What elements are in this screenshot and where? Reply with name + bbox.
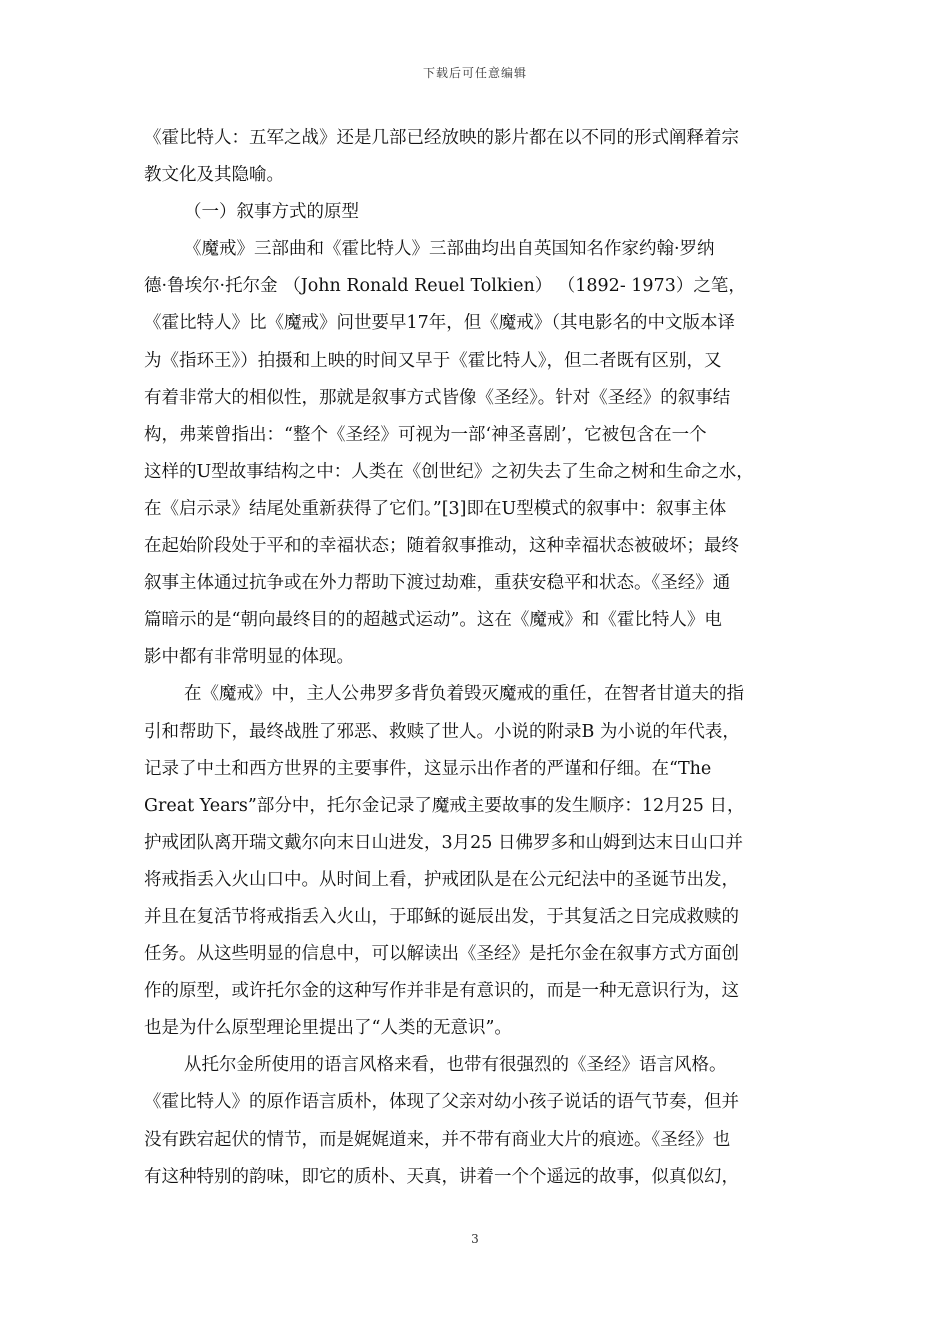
text-line: 影中都有非常明显的体现。 — [144, 647, 354, 668]
text-line: 记录了中土和西方世界的主要事件，这显示出作者的严谨和仔细。在“The — [144, 758, 712, 779]
text-line: 构，弗莱曾指出：“整个《圣经》可视为一部‘神圣喜剧’，它被包含在一个 — [144, 424, 707, 445]
text-line: 《霍比特人：五军之战》还是几部已经放映的影片都在以不同的形式阐释着宗 — [144, 128, 739, 148]
text-line: Great Years”部分中，托尔金记录了魔戒主要故事的发生顺序：12月25 日， — [144, 795, 745, 816]
text-line: 引和帮助下，最终战胜了邪恶、救赎了世人。小说的附录B 为小说的年代表， — [144, 721, 740, 742]
text-line: 《魔戒》三部曲和《霍比特人》三部曲均出自英国知名作家约翰·罗纳 — [184, 239, 715, 260]
text-line: 教文化及其隐喻。 — [144, 165, 284, 186]
text-line: 任务。从这些明显的信息中，可以解读出《圣经》是托尔金在叙事方式方面创 — [144, 944, 739, 965]
text-line: 德·鲁埃尔·托尔金 （John Ronald Reuel Tolkien） （1892- 1973）之笔， — [144, 276, 746, 297]
page-header: 下载后可任意编辑 — [422, 66, 527, 80]
text-line: 为《指环王》）拍摄和上映的时间又早于《霍比特人》，但二者既有区别，又 — [144, 350, 722, 371]
text-line: 没有跌宕起伏的情节，而是娓娓道来，并不带有商业大片的痕迹。《圣经》也 — [144, 1129, 731, 1150]
text-line: 并且在复活节将戒指丢入火山，于耶稣的诞辰出发，于其复活之日完成救赎的 — [144, 906, 739, 927]
text-line: 作的原型，或许托尔金的这种写作并非是有意识的，而是一种无意识行为，这 — [144, 981, 739, 1002]
text-line: 这样的U型故事结构之中：人类在《创世纪》之初失去了生命之树和生命之水， — [144, 461, 754, 482]
text-line: 也是为什么原型理论里提出了“人类的无意识”。 — [144, 1018, 512, 1039]
text-line: 有着非常大的相似性，那就是叙事方式皆像《圣经》。针对《圣经》的叙事结 — [144, 387, 731, 408]
text-line: 《霍比特人》比《魔戒》问世要早17年，但《魔戒》（其电影名的中文版本译 — [144, 313, 736, 334]
text-line: 《霍比特人》的原作语言质朴，体现了父亲对幼小孩子说话的语气节奏，但并 — [144, 1092, 739, 1113]
text-line: 在《魔戒》中，主人公弗罗多背负着毁灭魔戒的重任，在智者甘道夫的指 — [184, 684, 744, 705]
text-line: 在《启示录》结尾处重新获得了它们。”[3]即在U型模式的叙事中：叙事主体 — [144, 498, 727, 519]
section-heading: （一）叙事方式的原型 — [184, 202, 359, 223]
page-number: 3 — [471, 1232, 479, 1246]
text-line: 叙事主体通过抗争或在外力帮助下渡过劫难，重获安稳平和状态。《圣经》通 — [144, 573, 731, 594]
text-line: 将戒指丢入火山口中。从时间上看，护戒团队是在公元纪法中的圣诞节出发， — [144, 869, 739, 890]
text-line: 有这种特别的韵味，即它的质朴、天真，讲着一个个遥远的故事，似真似幻， — [144, 1166, 739, 1187]
text-line: 护戒团队离开瑞文戴尔向末日山进发，3月25 日佛罗多和山姆到达末日山口并 — [144, 832, 743, 853]
text-line: 从托尔金所使用的语言风格来看，也带有很强烈的《圣经》语言风格。 — [184, 1055, 727, 1076]
text-line: 篇暗示的是“朝向最终目的的超越式运动”。这在《魔戒》和《霍比特人》电 — [144, 610, 722, 631]
text-line: 在起始阶段处于平和的幸福状态；随着叙事推动，这种幸福状态被破坏；最终 — [144, 536, 739, 557]
document-body — [144, 120, 808, 1196]
